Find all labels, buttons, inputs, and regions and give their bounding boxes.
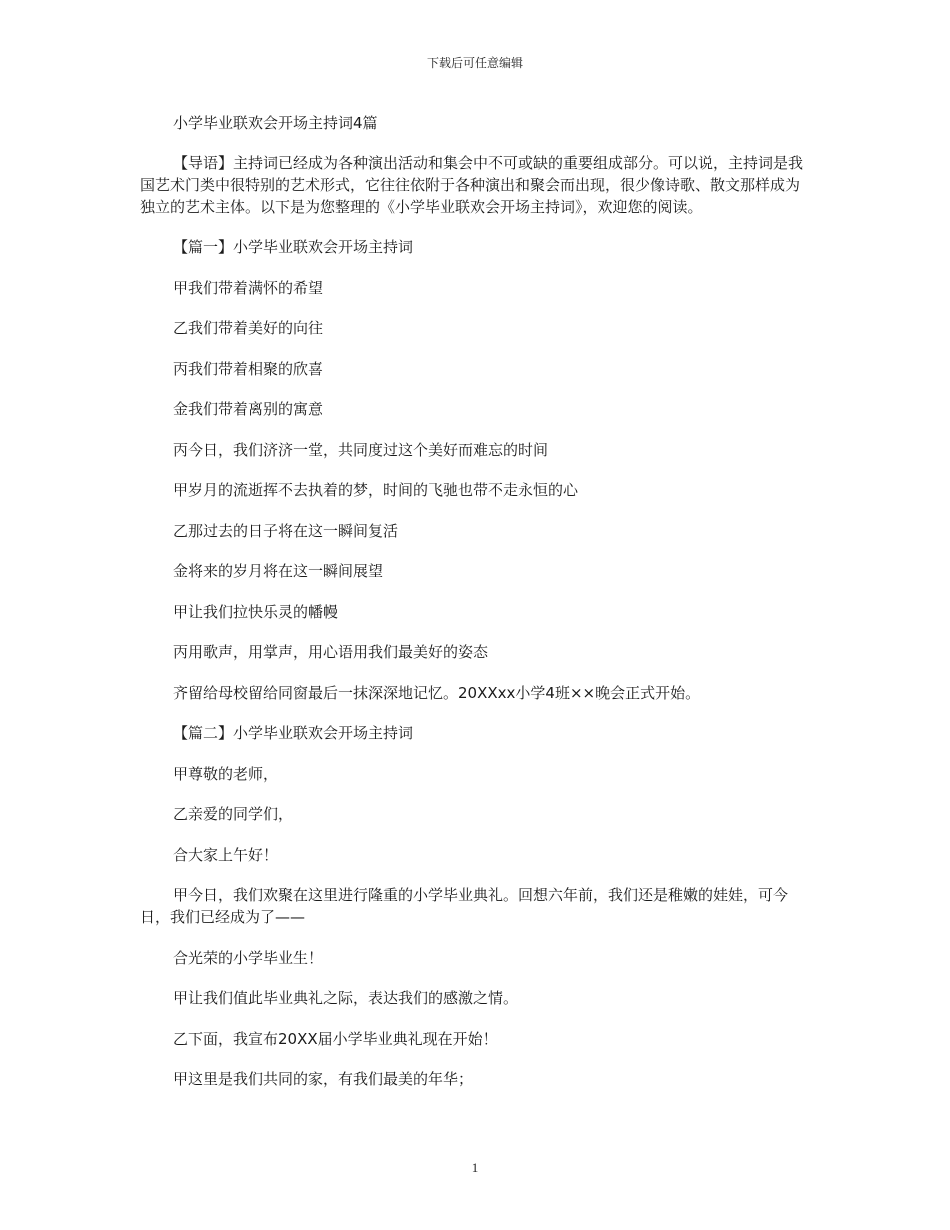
page-header: 下载后可任意编辑 [426, 56, 523, 70]
script-line: 乙那过去的日子将在这一瞬间复活 [173, 521, 399, 540]
script-line: 乙下面，我宣布20XX届小学毕业典礼现在开始！ [173, 1029, 498, 1048]
section-heading-2: 【篇二】小学毕业联欢会开场主持词 [173, 724, 414, 742]
script-line: 丙我们带着相聚的欣喜 [173, 359, 324, 378]
script-line: 乙我们带着美好的向往 [173, 319, 324, 337]
script-line: 金将来的岁月将在这一瞬间展望 [173, 562, 384, 580]
document-title: 小学毕业联欢会开场主持词4篇 [173, 114, 378, 132]
script-line: 合光荣的小学毕业生！ [173, 948, 324, 967]
script-line: 甲让我们值此毕业典礼之际，表达我们的感激之情。 [173, 989, 519, 1007]
script-line: 甲尊敬的老师， [173, 764, 279, 783]
script-line: 甲这里是我们共同的家，有我们最美的年华； [173, 1070, 474, 1088]
script-line: 齐留给母校留给同窗最后一抹深深地记忆。20XXxx小学4班××晚会正式开始。 [173, 683, 701, 702]
script-line: 丙用歌声，用掌声，用心语用我们最美好的姿态 [173, 643, 489, 661]
script-line: 金我们带着离别的寓意 [173, 400, 324, 418]
script-line: 乙亲爱的同学们， [173, 805, 294, 823]
script-line: 丙今日，我们济济一堂，共同度过这个美好而难忘的时间 [173, 440, 549, 459]
script-line: 甲我们带着满怀的希望 [173, 278, 324, 297]
script-line: 合大家上午好！ [173, 845, 279, 864]
document-body [140, 112, 812, 1109]
script-paragraph: 甲今日，我们欢聚在这里进行隆重的小学毕业典礼。回想六年前，我们还是稚嫩的娃娃，可今日，我们已经成为了—— [140, 886, 789, 926]
section-heading-1: 【篇一】小学毕业联欢会开场主持词 [173, 238, 414, 256]
script-line: 甲岁月的流逝挥不去执着的梦，时间的飞驰也带不走永恒的心 [173, 481, 579, 499]
page-number: 1 [471, 1160, 479, 1175]
script-line: 甲让我们拉快乐灵的幡幔 [173, 602, 339, 621]
intro-paragraph: 【导语】主持词已经成为各种演出活动和集会中不可或缺的重要组成部分。可以说，主持词是我国艺术门类中很特别的艺术形式，它往往依附于各种演出和聚会而出现，很少像诗歌、散文那样成为独立的艺术主体。以下是为您整理的《小学毕业联欢会开场主持词》，欢迎您的阅读。 [140, 154, 804, 216]
